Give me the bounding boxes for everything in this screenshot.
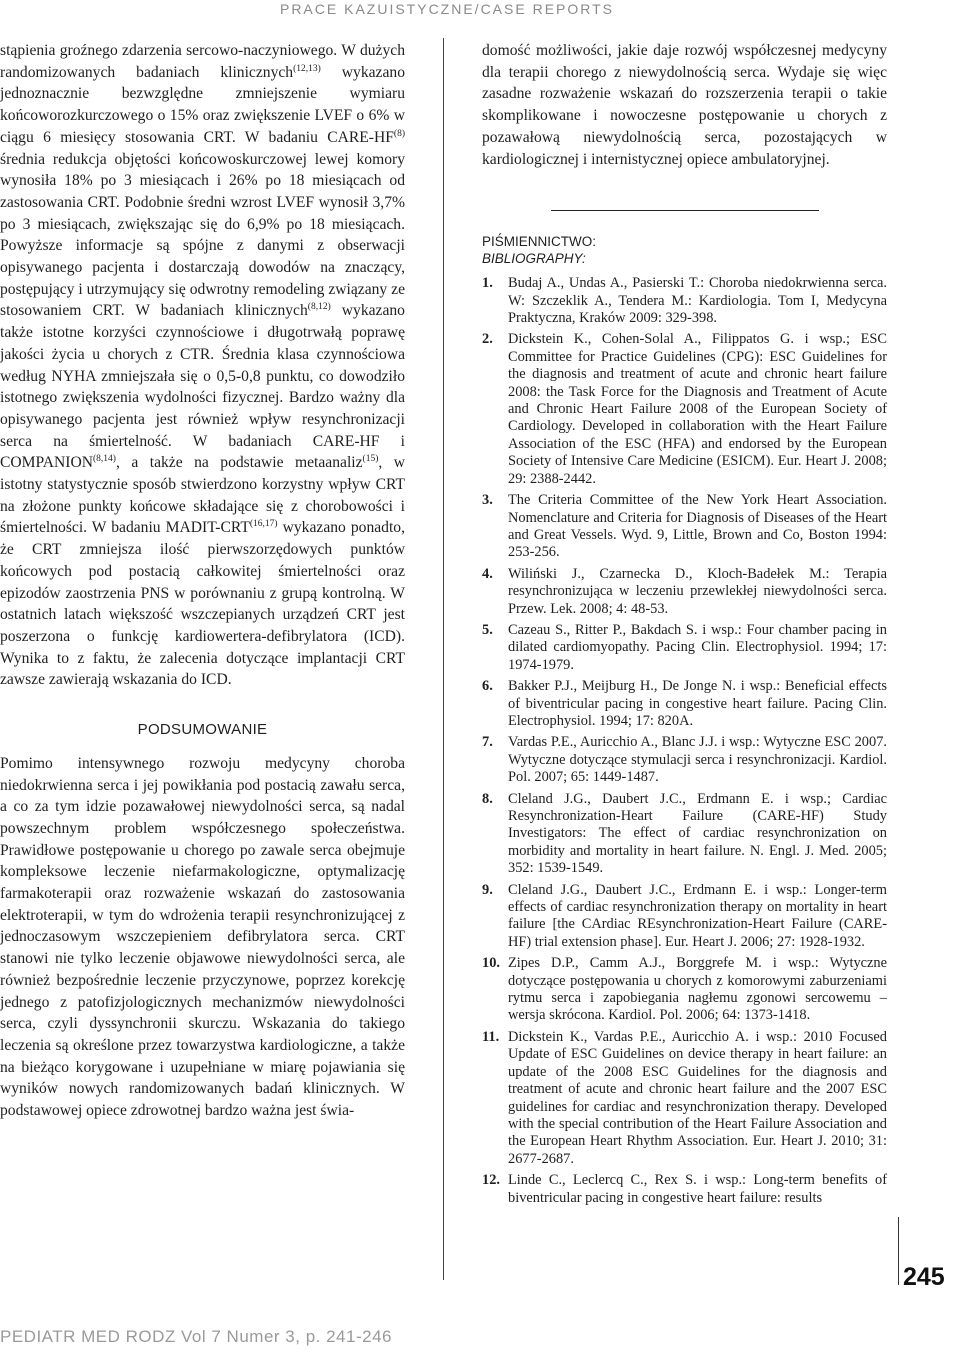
reference-item [482,492,887,562]
citation-superscript: (15) [362,454,379,465]
section-heading: PODSUMOWANIE [137,721,268,739]
reference-number: 6. [482,678,493,695]
reference-item [482,622,887,674]
reference-number: 11. [482,1028,500,1045]
reference-text: Cazeau S., Ritter P., Bakdach S. i wsp.: Four chamber pacing in dilated cardiomyopathy. Pacing Clin. Electrophysiol. 1994; 17: 1974-1979. [508,621,887,673]
reference-item [482,1172,887,1207]
reference-item [482,275,887,327]
citation-superscript: (16,17) [249,519,278,530]
reference-text: Budaj A., Undas A., Pasierski T.: Choroba niedokrwienna serca. W: Szczeklik A., Tendera M.: Kardiologia. Tom I, Medycyna Praktyczna, Kraków 2009: 329-398. [508,275,887,327]
reference-number: 10. [482,955,500,972]
paragraph-text: wykazano także istotne korzyści czynnościowe i długotrwałą poprawę jakości życia u chorych z CTR. Średnia klasa czynnościowa według NYHA zmniejszała się o 0,5-0,8 punktu, co dowodziło istotnego zwiększenia wydolności fizycznej. Bardzo ważny dla opisywanego pacjenta jest również wpływ resynchronizacji serca na śmiertelność. W badaniach CARE-HF i COMPANION [0,302,405,472]
reference-text: Cleland J.G., Daubert J.C., Erdmann E. i wsp.; Cardiac Resynchronization-Heart Failure (CARE-HF) Study Investigators: The effect of cardiac resynchronization on morbidity and mortality in heart failure. N. Engl. J. Med. 2005; 352: 1539-1549. [508,790,887,877]
reference-text: Dickstein K., Vardas P.E., Auricchio A. i wsp.: 2010 Focused Update of ESC Guidelines on device therapy in heart failure: an update of the 2008 ESC Guidelines for the diagnosis and treatment of acute and chronic heart failure and the 2007 ESC guidelines for cardiac and resynchronization therapy. Developed with the special contribution of the Heart Failure Association and the European Heart Rhythm Association. Eur. Heart J. 2010; 31: 2677-2687. [508,1028,887,1167]
citation-superscript: (8) [393,128,405,139]
journal-footer: PEDIATR MED RODZ Vol 7 Numer 3, p. 241-246 [0,1327,392,1346]
paragraph-text: wykazano ponadto, że CRT zmniejsza ilość pierwszorzędowych punktów końcowych pod postacią całkowitej śmiertelności oraz epizodów zaostrzenia PNS w porównaniu z grupą kontrolną. W ostatnich latach większość wszczepianych urządzeń CRT jest poszerzona o funkcję kardiowertera-defibrylatora (ICD). Wynika to z faktu, że zalecenia dotyczące implantacji CRT zawsze zawierają wskazania do ICD. [0,519,405,689]
right-column [482,40,887,1211]
citation-superscript: (12,13) [293,63,321,74]
reference-text: Bakker P.J., Meijburg H., De Jonge N. i wsp.: Beneficial effects of biventricular pacing in congestive heart failure. Pacing Clin. Electrophysiol. 1994; 17: 820A. [508,678,887,729]
running-head: PRACE KAZUISTYCZNE/CASE REPORTS [279,1,614,17]
page-number-rule [898,1217,899,1285]
bibliography-heading [482,233,887,267]
body-paragraph: domość możliwości, jakie daje rozwój współczesnej medycyny dla terapii chorego z niewydolnością serca. Wydaje się więc zasadne rozważenie wskazań do rozszerzenia terapii o takie skomplikowane i nowoczesne postępowanie u chorych z pozawałową niewydolnością serca, pozostających w kardiologicznej i internistycznej opiece ambulatoryjnej. [482,42,887,168]
citation-superscript: (8,12) [307,302,331,313]
paragraph-text: , a także na podstawie metaanaliz [115,454,363,472]
reference-number: 1. [482,275,493,292]
reference-number: 9. [482,881,493,898]
reference-item [482,1029,887,1168]
reference-number: 12. [482,1172,500,1189]
bibliography-title: PIŚMIENNICTWO: [482,234,596,250]
reference-item [482,882,887,952]
reference-text: Vardas P.E., Auricchio A., Blanc J.J. i wsp.: Wytyczne ESC 2007. Wytyczne dotyczące stymulacji serca i resynchronizacji. Kardiol. Pol. 2007; 65: 1449-1487. [508,734,887,786]
reference-number: 4. [482,565,493,582]
page-number: 245 [903,1263,945,1291]
left-column [0,40,405,1122]
summary-paragraph: Pomimo intensywnego rozwoju medycyny choroba niedokrwienna serca i jej powikłania pod postacią zawału serca, a co za tym idzie pozawałowej niewydolności serca, są nadal powszechnym problem współczesnego społeczeństwa. Prawidłowe postępowanie u chorego po zawale serca obejmuje kompleksowe leczenie niefarmakologiczne, optymalizację farmakoterapii oraz rozważenie wskazań do zastosowania elektroterapii, w tym do wdrożenia terapii resynchronizującej z jednoczasowym wszczepieniem defibrylatora serca. CRT stanowi nie tylko leczenie objawowe niewydolności serca, ale również bezpośrednie leczenie przyczynowe, poprzez korekcję jednego z patofizjologicznych mechanizmów niewydolności serca, czyli dyssynchronii skurczu. Wskazania do takiego leczenia są określone przez towarzystwa kardiologiczne, a także na bieżąco korygowane i uzupełniane w miarę pojawiania się wyników nowych randomizowanych badań klinicznych. W podstawowej opiece zdrowotnej bardzo ważna jest świa- [0,754,405,1120]
reference-text: Zipes D.P., Camm A.J., Borggrefe M. i wsp.: Wytyczne dotyczące postępowania u chorych z komorowymi zaburzeniami rytmu serca i zapobiegania nagłemu zgonowi sercowemu – wersja skrócona. Kardiol. Pol. 2006; 64: 1373-1418. [508,955,887,1024]
reference-item [482,955,887,1025]
reference-text: Dickstein K., Cohen-Solal A., Filippatos G. i wsp.; ESC Committee for Practice Guidelines (CPG): ESC Guidelines for the diagnosis and treatment of acute and chronic heart failure 2008: the Task Force for the Diagnosis and Treatment of Acute and Chronic Heart Failure 2008 of the European Society of Cardiology. Developed in collaboration with the Heart Failure Association of the ESC (HFA) and endorsed by the European Society of Intensive Care Medicine (ESICM). Eur. Heart J. 2008; 29: 2388-2442. [508,331,887,487]
column-divider [443,38,444,1280]
paragraph-text: stąpienia groźnego zdarzenia sercowo-naczyniowego. W dużych randomizowanych badaniach klinicznych [0,42,405,81]
reference-text: Cleland J.G., Daubert J.C., Erdmann E. i wsp.: Longer-term effects of cardiac resynchronization therapy on mortality in heart failure [the CArdiac REsynchronization-Heart Failure (CARE-HF) trial extension phase]. Eur. Heart J. 2006; 27: 1928-1932. [508,881,887,950]
reference-text: The Criteria Committee of the New York Heart Association. Nomenclature and Criteria for Diagnosis of Diseases of the Heart and Great Vessels. Wyd. 9, Little, Brown and Co, Boston 1994: 253-256. [508,492,887,561]
paragraph-text: średnia redukcja objętości końcowoskurczowej lewej komory wynosiła 18% po 3 miesiącach i 26% po 18 miesiącach od zastosowania CRT. Podobnie średni wzrost LVEF wynosił 3,7% po 3 miesiącach, zwiększając się do 6,9% po 18 miesiącach. Powyższe informacje są spójne z danymi z obserwacji opisywanego pacjenta i dostarczają dowodów na znaczący, postępujący i utrzymujący się odwrotny remodeling związany ze stosowaniem CRT. W badaniach klinicznych [0,150,405,320]
reference-item [482,331,887,488]
citation-superscript: (8,14) [93,454,116,465]
reference-item [482,734,887,786]
reference-item [482,678,887,730]
reference-list [482,275,887,1207]
reference-text: Wiliński J., Czarnecka D., Kloch-Badełek M.: Terapia resynchronizująca w leczeniu przewlekłej niewydolności serca. Przew. Lek. 2008; 4: 48-53. [508,565,887,617]
separator-rule [551,210,819,211]
reference-number: 2. [482,331,493,348]
reference-item [482,566,887,618]
reference-number: 5. [482,621,493,638]
paragraph-text: , w istotny statystycznie sposób stwierdzono korzystny wpływ CRT na złożone punkty końcowe składające się z chorobowości i śmiertelności. W badaniu MADIT-CRT [0,454,405,537]
body-paragraph [0,40,405,691]
reference-item [482,791,887,878]
paragraph-text: wykazano jednoznacznie bezwzględne zmniejszenie wymiaru końcoworozkurczowego o 15% oraz zwiększenie LVEF o 6% w ciągu 6 miesięcy stosowania CRT. W badaniu CARE-HF [0,63,405,146]
reference-number: 8. [482,790,493,807]
reference-text: Linde C., Leclercq C., Rex S. i wsp.: Long-term benefits of biventricular pacing in congestive heart failure: results [508,1172,887,1206]
reference-number: 3. [482,492,493,509]
reference-number: 7. [482,734,493,751]
bibliography-subtitle: BIBLIOGRAPHY: [482,251,586,267]
